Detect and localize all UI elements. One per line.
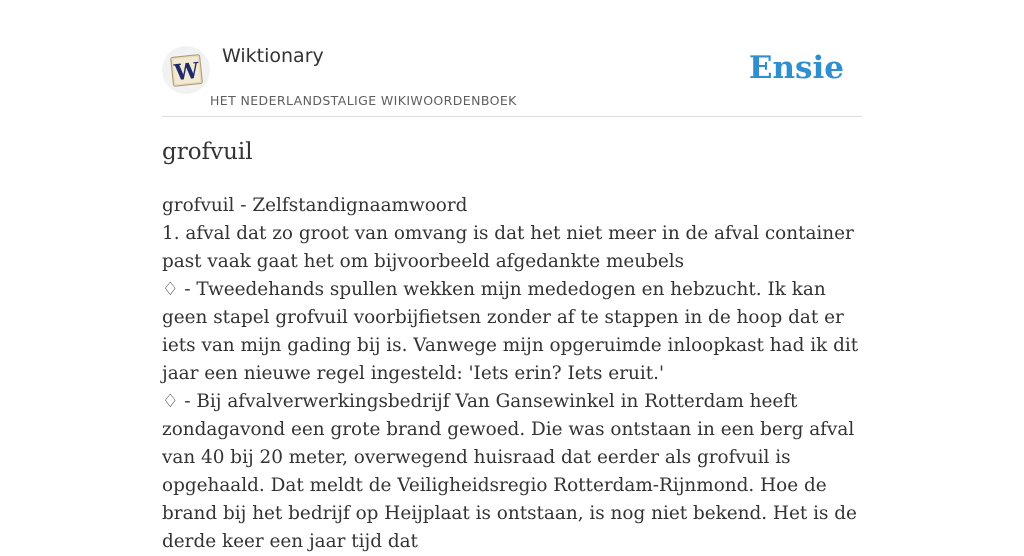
definition: 1. afval dat zo groot van omvang is dat het niet meer in de afval container past vaak gaat het om bijvoorbeeld afgedankte meubels — [162, 223, 854, 272]
brand-logo[interactable]: Ensie — [748, 50, 844, 86]
site-subtitle: HET NEDERLANDSTALIGE WIKIWOORDENBOEK — [210, 93, 517, 108]
site-name[interactable]: Wiktionary — [222, 45, 324, 67]
example-2: ♢ - Bij afvalverwerkingsbedrijf Van Gansewinkel in Rotterdam heeft zondagavond een grote brand gewoed. Die was ontstaan in een berg afval van 40 bij 20 meter, overwegend huisraad dat eerder als grofvuil is opgehaald. Dat meldt de Veiligheidsregio Rotterdam-Rijnmond. Hoe de brand bij het bedrijf op Heijplaat is ontstaan, is nog niet bekend. Het is de derde keer een jaar tijd dat — [162, 391, 857, 552]
site-header — [162, 0, 862, 117]
example-1: ♢ - Tweedehands spullen wekken mijn mededogen en hebzucht. Ik kan geen stapel grofvuil voorbijfietsen zonder af te stappen in de hoop dat er iets van mijn gading bij is. Vanwege mijn opgeruimde inloopkast had ik dit jaar een nieuwe regel ingesteld: 'Iets erin? Iets eruit.' — [162, 279, 859, 384]
wiktionary-logo-icon[interactable] — [162, 46, 210, 94]
page-title: grofvuil — [162, 139, 253, 165]
entry-heading: grofvuil - Zelfstandignaamwoord — [162, 195, 468, 216]
svg-text:W: W — [173, 57, 201, 87]
entry-content — [162, 192, 867, 556]
